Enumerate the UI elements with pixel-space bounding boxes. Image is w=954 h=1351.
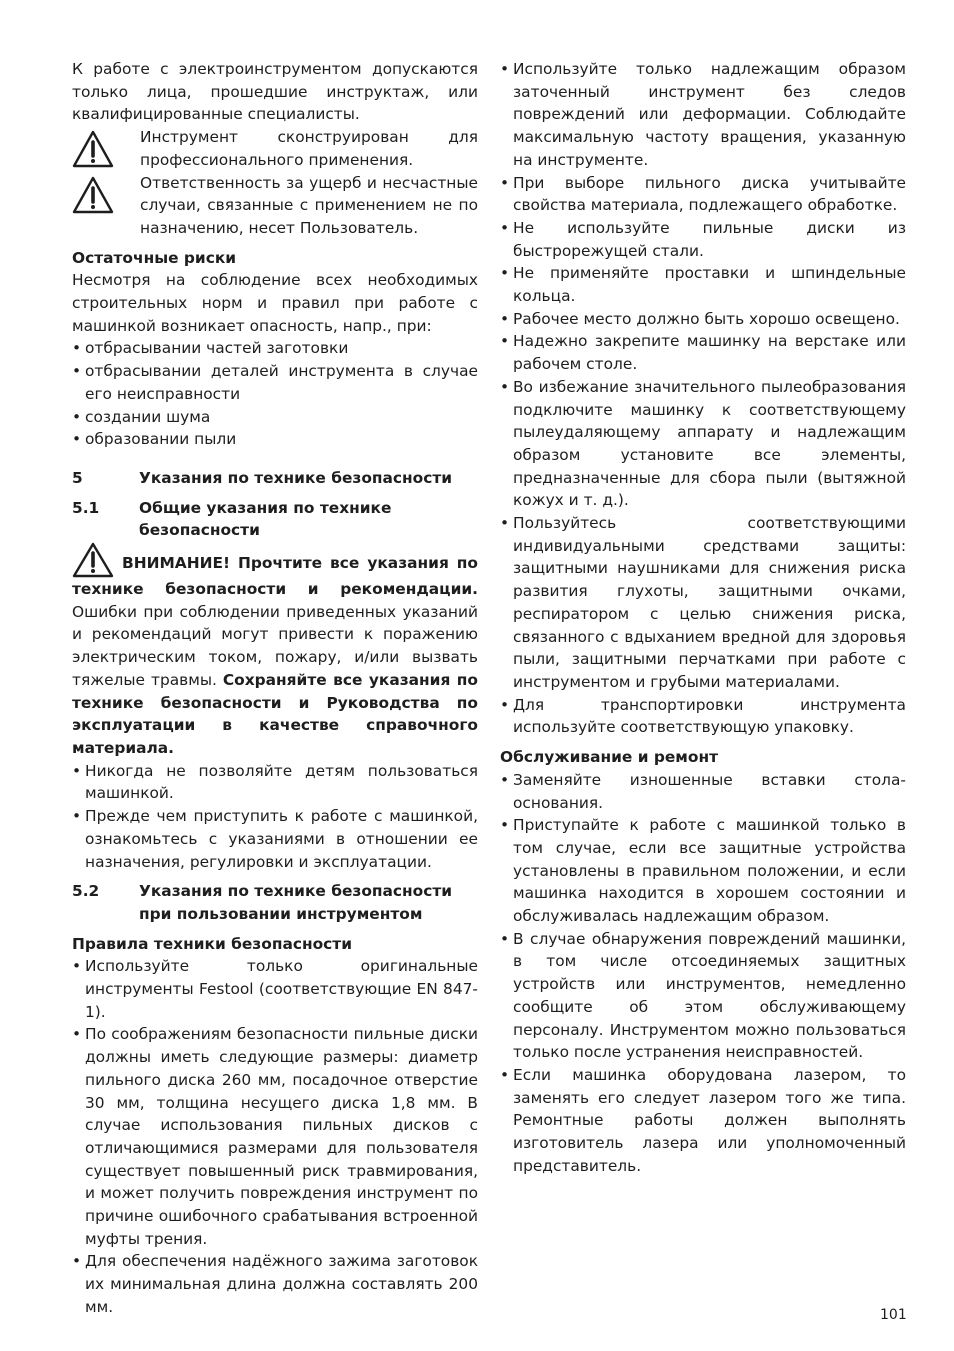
warning-text: Инструмент сконструирован для профессионального применения. bbox=[140, 128, 478, 169]
page-number: 101 bbox=[880, 1307, 907, 1323]
list-item: • Не применяйте проставки и шпиндельные кольца. bbox=[500, 262, 906, 307]
list-item: • Надежно закрепите машинку на верстаке или рабочем столе. bbox=[500, 330, 906, 375]
section-5-1-heading bbox=[72, 497, 478, 542]
list-item: • Рабочее место должно быть хорошо освещено. bbox=[500, 308, 906, 331]
attention-text: Ошибки при соблюдении приведенных указаний и рекомендаций могут привести к поражению электрическим током, пожару, и/или вызвать тяжелые травмы. bbox=[72, 602, 478, 689]
warning-professional-use bbox=[72, 126, 478, 171]
attention-paragraph bbox=[72, 542, 478, 760]
intro-paragraph: К работе с электроинструментом допускаются только лица, прошедшие инструктаж, или квалифицированные специалисты. bbox=[72, 60, 478, 124]
list-item: • Не используйте пильные диски из быстрорежущей стали. bbox=[500, 217, 906, 262]
list-item: • Если машинка оборудована лазером, то заменять его следует лазером того же типа. Ремонтные работы должен выполнять изготовитель лазера или уполномоченный представитель. bbox=[500, 1064, 906, 1178]
list-item: • Приступайте к работе с машинкой только в том случае, если все защитные устройства установлены в правильном положении, и если машинка находится в хорошем состоянии и обслуживалась надлежащим образом. bbox=[500, 814, 906, 928]
right-column bbox=[500, 58, 906, 1177]
list-item: • отбрасывании частей заготовки bbox=[72, 337, 478, 360]
list-item: • Используйте только надлежащим образом заточенный инструмент без следов повреждений или деформации. Соблюдайте максимальную частоту вращения, указанную на инструменте. bbox=[500, 58, 906, 172]
warning-triangle-icon bbox=[72, 542, 114, 578]
section-5-2-heading bbox=[72, 880, 478, 925]
warning-triangle-icon bbox=[72, 176, 114, 214]
list-item: • При выборе пильного диска учитывайте свойства материала, подлежащего обработке. bbox=[500, 172, 906, 217]
warning-text: Ответственность за ущерб и несчастные случаи, связанные с применением не по назначению, несет Пользователь. bbox=[140, 173, 478, 237]
list-item: • Прежде чем приступить к работе с машинкой, ознакомьтесь с указаниями в отношении ее назначения, регулировки и эксплуатации. bbox=[72, 805, 478, 873]
section-number: 5 bbox=[72, 468, 83, 487]
list-item: • В случае обнаружения повреждений машинки, в том числе отсоединяемых защитных устройств или инструментов, немедленно сообщите об этом обслуживающему персоналу. Инструментом можно пользоваться только после устранения неисправностей. bbox=[500, 928, 906, 1064]
list-item: • Во избежание значительного пылеобразования подключите машинку к соответствующему пылеудаляющему аппарату и надлежащим образом установите все элементы, предназначенные для сбора пыли (вытяжной кожух и т. д.). bbox=[500, 376, 906, 512]
list-item: • Заменяйте изношенные вставки стола-основания. bbox=[500, 769, 906, 814]
attention-bold: ВНИМАНИЕ! Прочтите все указания по технике безопасности и рекомендации. bbox=[72, 554, 478, 599]
section-number: 5.2 bbox=[72, 882, 100, 901]
list-item: • образовании пыли bbox=[72, 428, 478, 451]
attention-bold-keep: Сохраняйте все указания по технике безопасности и Руководства по эксплуатации в качестве справочного материала. bbox=[72, 670, 478, 757]
section-number: 5.1 bbox=[72, 498, 100, 517]
warning-liability bbox=[72, 172, 478, 240]
list-item: • Используйте только оригинальные инструменты Festool (соответствующие EN 847-1). bbox=[72, 955, 478, 1023]
section-title: Указания по технике безопасности при пользовании инструментом bbox=[139, 882, 453, 923]
list-item: • отбрасывании деталей инструмента в случае его неисправности bbox=[72, 360, 478, 405]
section-title: Общие указания по технике безопасности bbox=[139, 498, 392, 540]
list-item: • Никогда не позволяйте детям пользоваться машинкой. bbox=[72, 760, 478, 805]
list-item: • По соображениям безопасности пильные диски должны иметь следующие размеры: диаметр пильного диска 260 мм, посадочное отверстие 30 мм, толщина несущего диска 1,8 мм. В случае использования пильных дисков с отличающимися размерами для пользователя существует повышенный риск травмирования, и может получить повреждения инструмент по причине ошибочного срабатывания встроенной муфты трения. bbox=[72, 1023, 478, 1250]
section-title: Указания по технике безопасности bbox=[139, 468, 453, 487]
warning-triangle-icon bbox=[72, 130, 114, 168]
safety-rules-heading: Правила техники безопасности bbox=[72, 934, 352, 953]
residual-risks-text: Несмотря на соблюдение всех необходимых строительных норм и правил при работе с машинкой возникает опасность, напр., при: bbox=[72, 271, 478, 335]
section-5-heading bbox=[72, 467, 478, 490]
residual-risks-heading: Остаточные риски bbox=[72, 248, 237, 267]
list-item: • Пользуйтесь соответствующими индивидуальными средствами защиты: защитными наушниками для снижения риска развития глухоты, защитными очками, респиратором с целью снижения риска, связанного с вдыханием вредной для здоровья пыли, защитными перчатками при работе с инструментом и грубыми материалами. bbox=[500, 512, 906, 694]
service-heading: Обслуживание и ремонт bbox=[500, 748, 719, 767]
list-item: • Для обеспечения надёжного зажима заготовок их минимальная длина должна составлять 200 мм. bbox=[72, 1250, 478, 1318]
list-item: • создании шума bbox=[72, 406, 478, 429]
list-item: • Для транспортировки инструмента используйте соответствующую упаковку. bbox=[500, 694, 906, 739]
left-column bbox=[72, 58, 478, 1319]
